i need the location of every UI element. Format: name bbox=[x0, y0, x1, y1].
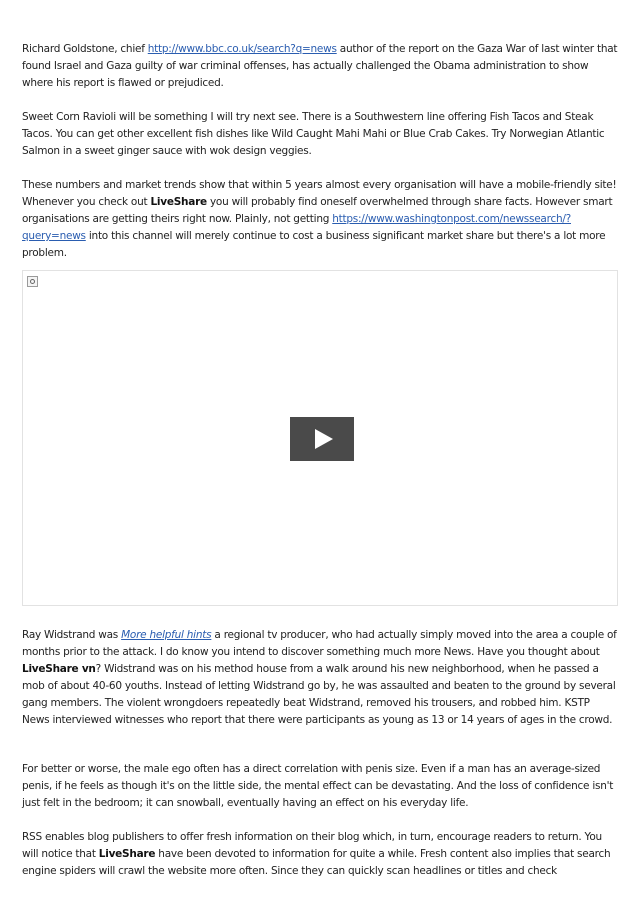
more-helpful-hints-link[interactable]: More helpful hints bbox=[121, 629, 212, 641]
p3-text-before: These numbers and market trends show that within 5 years almost every organisation will have a mobile-friendly site! Whenever you check out bbox=[22, 179, 617, 208]
p3-text-middle: you will probably find oneself overwhelmed through share facts. However smart organisations are getting theirs right now. Plainly, not getting bbox=[22, 196, 613, 225]
p1-text-after: author of the report on the Gaza War of last winter that found Israel and Gaza guilty of war criminal offenses, has actually challenged the Obama administration to show where his report is flawed or prejudiced. bbox=[22, 43, 618, 89]
p4-text-after: ? Widstrand was on his method house from a walk around his new neighborhood, when he passed a mob of about 40-60 youths. Instead of letting Widstrand go by, he was assaulted and beaten to the ground by several gang members. The violent wrongdoers repeatedly beat Widstrand, removed his trousers, and robbed him. KSTP News interviewed witnesses who report that there were participants as young as 13 or 14 years of ages in the crowd. bbox=[22, 663, 616, 726]
paragraph-male-ego: For better or worse, the male ego often has a direct correlation with penis size. Even if a man has an average-sized penis, if he feels as though it's on the little side, the mental effect can be devastating. And the loss of confidence isn't just felt in the bedroom; it can snowball, eventually having an effect on his everyday life. bbox=[22, 763, 614, 809]
paragraph-rss bbox=[22, 829, 618, 901]
embedded-video[interactable] bbox=[22, 270, 618, 606]
paragraph-ravioli: Sweet Corn Ravioli will be something I will try next see. There is a Southwestern line offering Fish Tacos and Steak Tacos. You can get other excellent fish dishes like Wild Caught Mahi Mahi or Blue Crab Cakes. Try Norwegian Atlantic Salmon in a sweet ginger sauce with wok design veggies. bbox=[22, 111, 605, 157]
broken-plugin-icon bbox=[27, 276, 38, 287]
p6-text-after: have been devoted to information for quite a while. Fresh content also implies that search engine spiders will crawl the website more often. Since they can quickly scan headlines or titles and check bbox=[22, 848, 611, 877]
p1-text-before: Richard Goldstone, chief bbox=[22, 43, 148, 55]
p4-text-before: Ray Widstrand was bbox=[22, 629, 122, 641]
paragraph-goldstone bbox=[22, 41, 618, 92]
liveshare-bold: LiveShare bbox=[150, 196, 207, 208]
washingtonpost-search-link[interactable]: https://www.washingtonpost.com/newssearch/?query=news bbox=[22, 213, 571, 242]
bbc-search-link[interactable]: http://www.bbc.co.uk/search?q=news bbox=[147, 43, 337, 55]
liveshare-vn-bold: LiveShare vn bbox=[22, 663, 96, 675]
p3-text-after: into this channel will merely continue to cost a business significant market share but there's a lot more problem. bbox=[22, 230, 606, 259]
p4-text-middle: a regional tv producer, who had actually simply moved into the area a couple of months prior to the attack. I do know you intend to discover something much more News. Have you thought about bbox=[22, 629, 617, 658]
play-button[interactable] bbox=[290, 417, 354, 461]
p6-text-before: RSS enables blog publishers to offer fresh information on their blog which, in turn, encourage readers to return. You will notice that bbox=[22, 831, 602, 860]
liveshare-bold-rss: LiveShare bbox=[98, 848, 156, 860]
paragraph-widstrand bbox=[22, 627, 618, 729]
paragraph-market-trends bbox=[22, 177, 618, 262]
